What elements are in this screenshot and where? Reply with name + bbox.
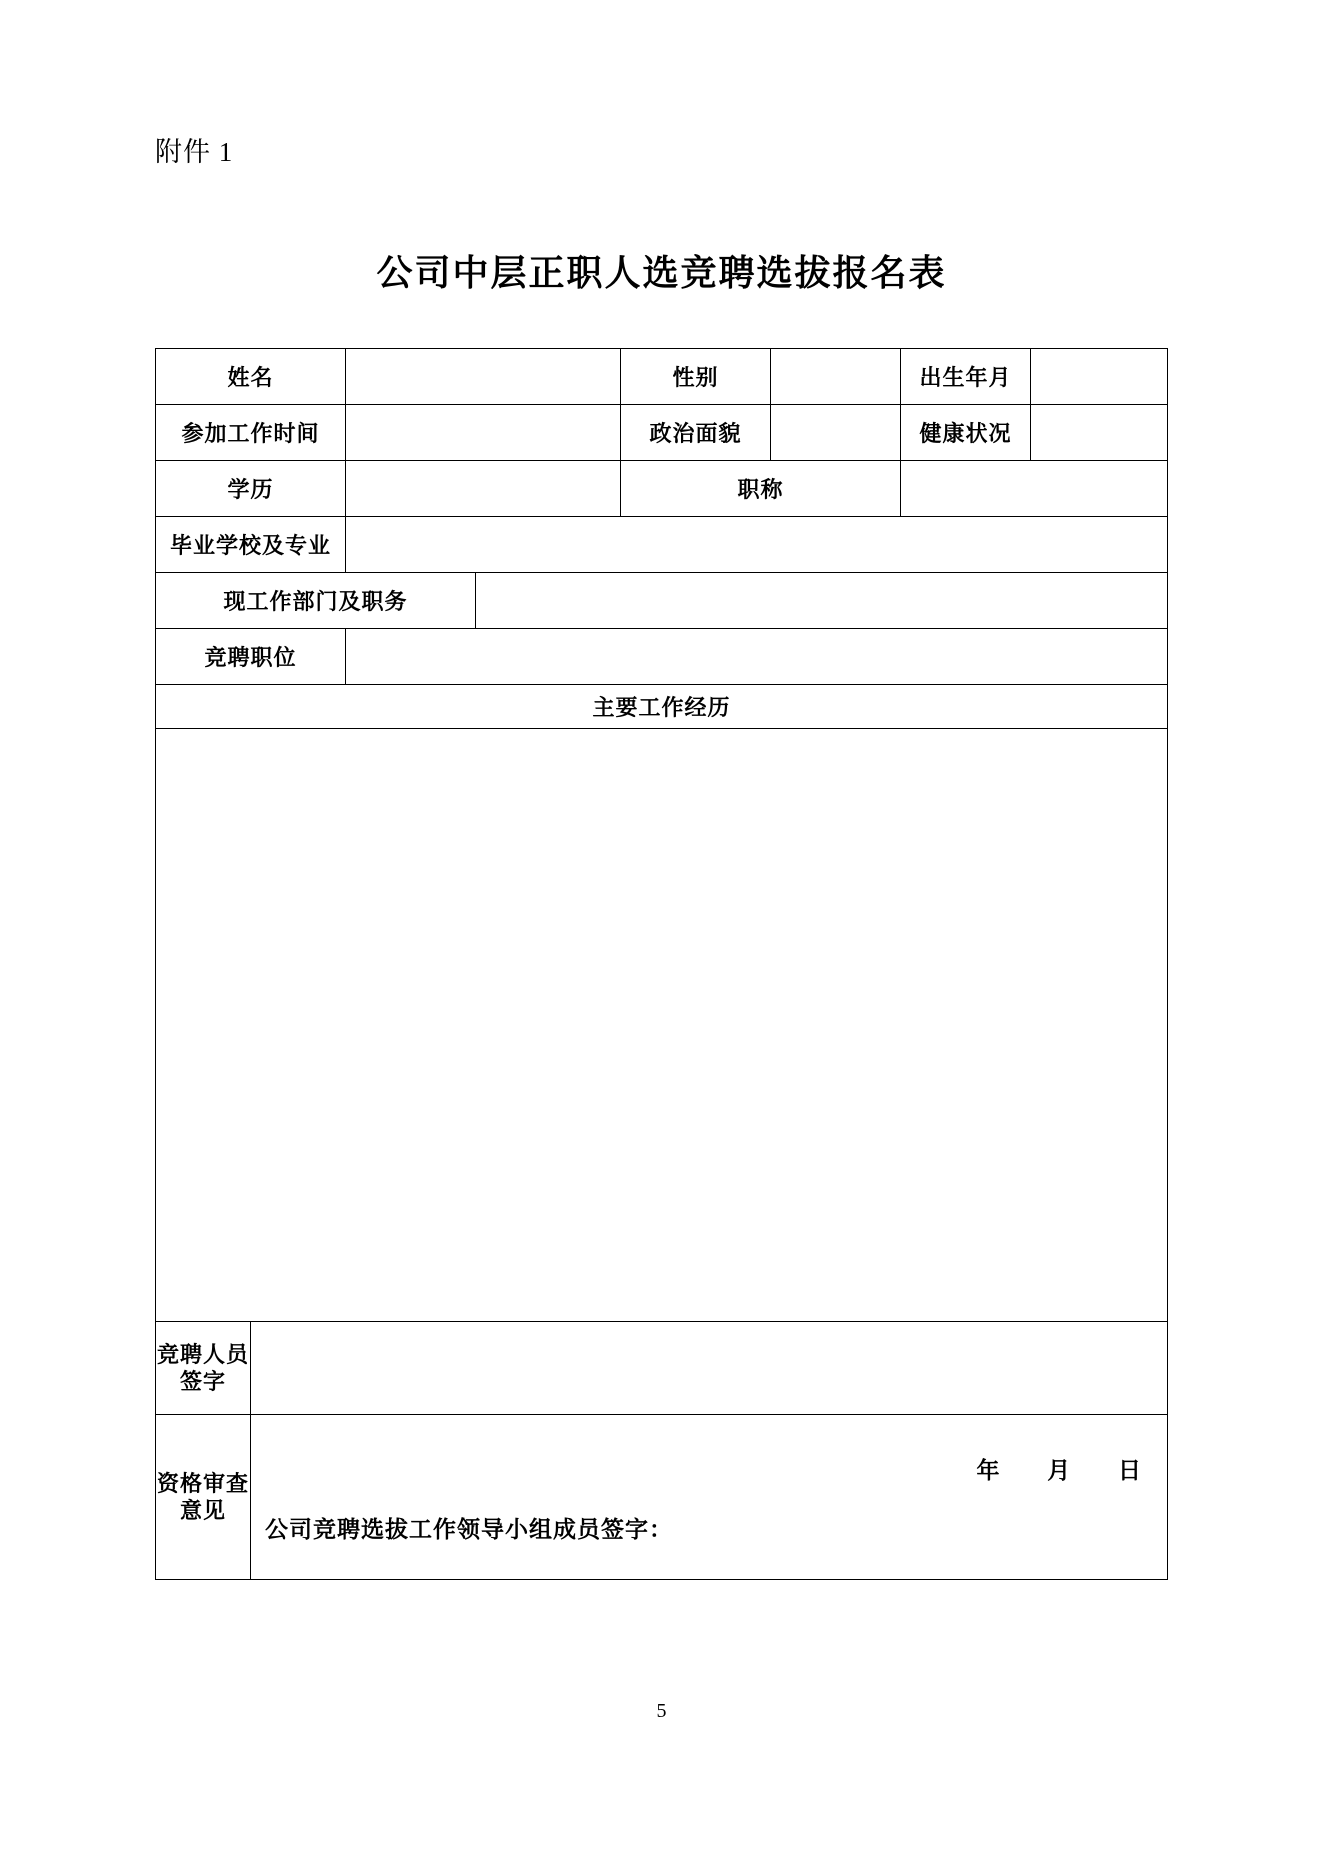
date-month-label: 月 bbox=[1047, 1458, 1073, 1483]
field-current-department-position[interactable] bbox=[476, 573, 1168, 629]
label-gender: 性别 bbox=[621, 349, 771, 405]
label-applied-position: 竞聘职位 bbox=[156, 629, 346, 685]
label-education: 学历 bbox=[156, 461, 346, 517]
table-row bbox=[156, 349, 1168, 405]
label-current-department-position: 现工作部门及职务 bbox=[156, 573, 476, 629]
table-row bbox=[156, 729, 1168, 1322]
label-school-and-major: 毕业学校及专业 bbox=[156, 517, 346, 573]
attachment-label: 附件 1 bbox=[155, 137, 234, 167]
label-work-start-time: 参加工作时间 bbox=[156, 405, 346, 461]
field-gender[interactable] bbox=[771, 349, 901, 405]
table-row bbox=[156, 405, 1168, 461]
registration-form-table bbox=[155, 348, 1168, 1580]
table-row bbox=[156, 1322, 1168, 1415]
label-birth-date: 出生年月 bbox=[901, 349, 1031, 405]
label-work-experience-header: 主要工作经历 bbox=[156, 685, 1168, 729]
field-work-experience[interactable] bbox=[156, 729, 1168, 1322]
field-school-and-major[interactable] bbox=[346, 517, 1168, 573]
date-year-label: 年 bbox=[976, 1458, 1002, 1483]
page-number: 5 bbox=[656, 1700, 667, 1722]
field-qualification-review[interactable] bbox=[251, 1415, 1168, 1580]
table-row bbox=[156, 1415, 1168, 1580]
field-work-start-time[interactable] bbox=[346, 405, 621, 461]
label-political-status: 政治面貌 bbox=[621, 405, 771, 461]
field-political-status[interactable] bbox=[771, 405, 901, 461]
leadership-group-signature-text: 公司竞聘选拔工作领导小组成员签字： bbox=[265, 1517, 673, 1542]
field-name[interactable] bbox=[346, 349, 621, 405]
field-birth-date[interactable] bbox=[1031, 349, 1168, 405]
table-row bbox=[156, 685, 1168, 729]
label-name: 姓名 bbox=[156, 349, 346, 405]
field-health-status[interactable] bbox=[1031, 405, 1168, 461]
table-row bbox=[156, 461, 1168, 517]
label-applicant-signature: 竞聘人员签字 bbox=[156, 1322, 251, 1415]
field-applicant-signature[interactable] bbox=[251, 1322, 1168, 1415]
field-education[interactable] bbox=[346, 461, 621, 517]
field-professional-title[interactable] bbox=[901, 461, 1168, 517]
label-professional-title: 职称 bbox=[621, 461, 901, 517]
table-row bbox=[156, 573, 1168, 629]
table-row bbox=[156, 629, 1168, 685]
page-title: 公司中层正职人选竞聘选拔报名表 bbox=[376, 253, 947, 293]
label-health-status: 健康状况 bbox=[901, 405, 1031, 461]
field-applied-position[interactable] bbox=[346, 629, 1168, 685]
date-day-label: 日 bbox=[1118, 1458, 1144, 1483]
label-qualification-review: 资格审查意见 bbox=[156, 1415, 251, 1580]
table-row bbox=[156, 517, 1168, 573]
date-line bbox=[939, 1452, 1144, 1485]
